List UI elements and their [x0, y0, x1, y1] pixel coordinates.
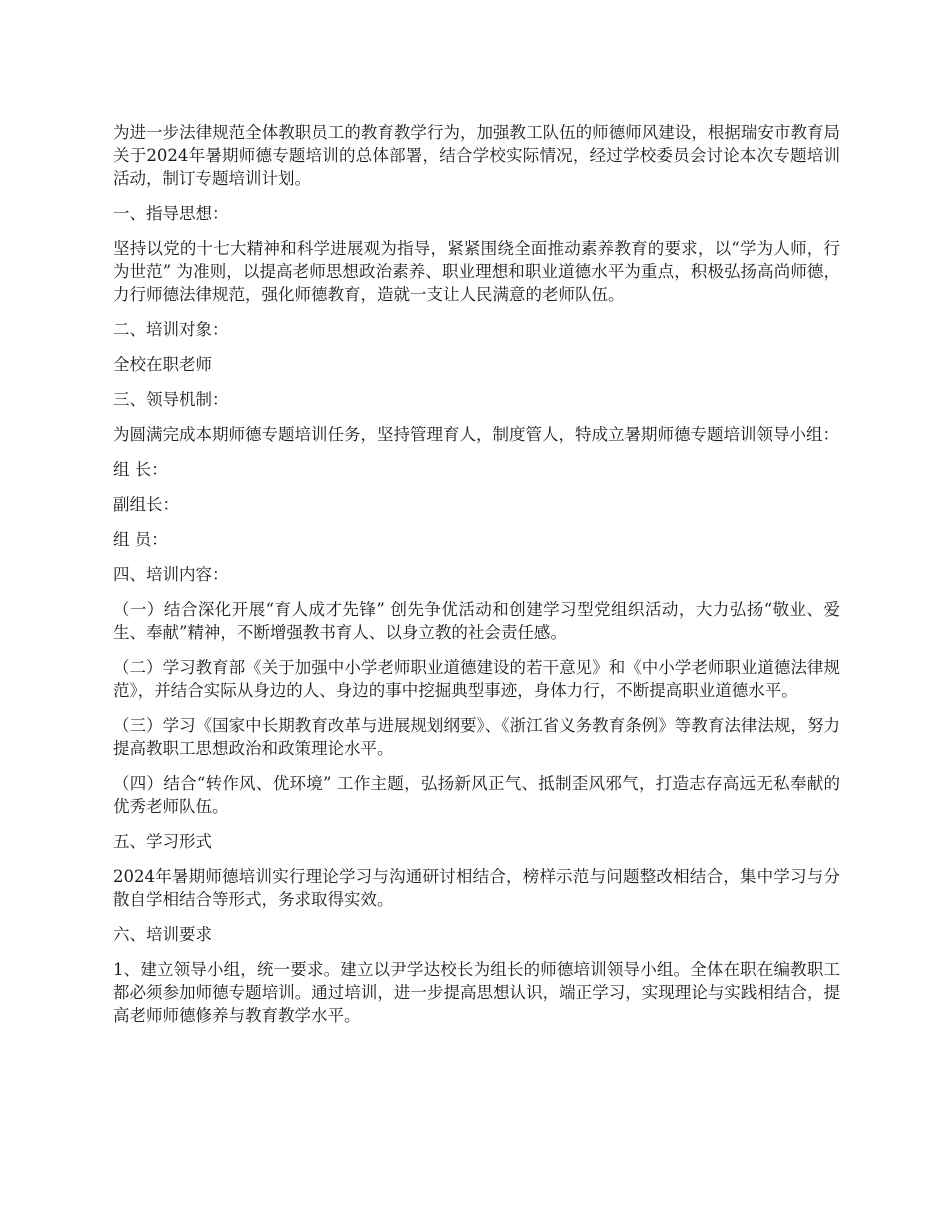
section-heading-training-target: 二、培训对象： — [113, 320, 229, 339]
member-label: 组 员： — [113, 530, 168, 549]
section-heading-guiding-ideology: 一、指导思想： — [113, 204, 229, 223]
training-content-item-3: （三）学习《国家中长期教育改革与进展规划纲要》、《浙江省义务教育条例》等教育法律法规，努力提高教职工思想政治和政策理论水平。 — [113, 716, 840, 758]
training-target-text: 全校在职老师 — [113, 355, 212, 374]
leadership-paragraph: 为圆满完成本期师德专题培训任务，坚持管理育人，制度管人，特成立暑期师德专题培训领导小组： — [113, 425, 839, 444]
section-heading-training-requirements: 六、培训要求 — [113, 925, 212, 944]
section-heading-leadership: 三、领导机制： — [113, 390, 229, 409]
training-content-item-4: （四）结合“转作风、优环境” 工作主题，弘扬新风正气、抵制歪风邪气，打造志存高远无私奉献的优秀老师队伍。 — [113, 774, 840, 816]
section-heading-learning-form: 五、学习形式 — [113, 832, 212, 851]
section-heading-training-content: 四、培训内容： — [113, 565, 229, 584]
training-content-item-1: （一）结合深化开展“育人成才先锋” 创先争优活动和创建学习型党组织活动，大力弘扬“敬业、爱生、奉献”精神，不断增强教书育人、以身立教的社会责任感。 — [113, 600, 840, 642]
training-content-item-2: （二）学习教育部《关于加强中小学老师职业道德建设的若干意见》和《中小学老师职业道德法律规范》，并结合实际从身边的人、身边的事中挖掘典型事迹，身体力行，不断提高职业道德水平。 — [113, 658, 840, 700]
vice-leader-label: 副组长： — [113, 495, 179, 514]
learning-form-paragraph: 2024年暑期师德培训实行理论学习与沟通研讨相结合，榜样示范与问题整改相结合，集中学习与分散自学相结合等形式，务求取得实效。 — [113, 867, 840, 909]
training-requirements-item-1: 1、建立领导小组，统一要求。建立以尹学达校长为组长的师德培训领导小组。全体在职在编教职工都必须参加师德专题培训。通过培训，进一步提高思想认识，端正学习，实现理论与实践相结合，提高老师师德修养与教育教学水平。 — [113, 960, 840, 1025]
intro-paragraph: 为进一步法律规范全体教职员工的教育教学行为，加强教工队伍的师德师风建设，根据瑞安市教育局关于2024年暑期师德专题培训的总体部署，结合学校实际情况，经过学校委员会讨论本次专题培训活动，制订专题培训计划。 — [113, 123, 840, 188]
document-page — [113, 121, 840, 1039]
guiding-ideology-paragraph: 坚持以党的十七大精神和科学进展观为指导，紧紧围绕全面推动素养教育的要求，以“学为人师，行为世范” 为准则，以提高老师思想政治素养、职业理想和职业道德水平为重点，积极弘扬高尚师德，力行师德法律规范，强化师德教育，造就一支让人民满意的老师队伍。 — [113, 239, 840, 304]
leader-label: 组 长： — [113, 460, 168, 479]
